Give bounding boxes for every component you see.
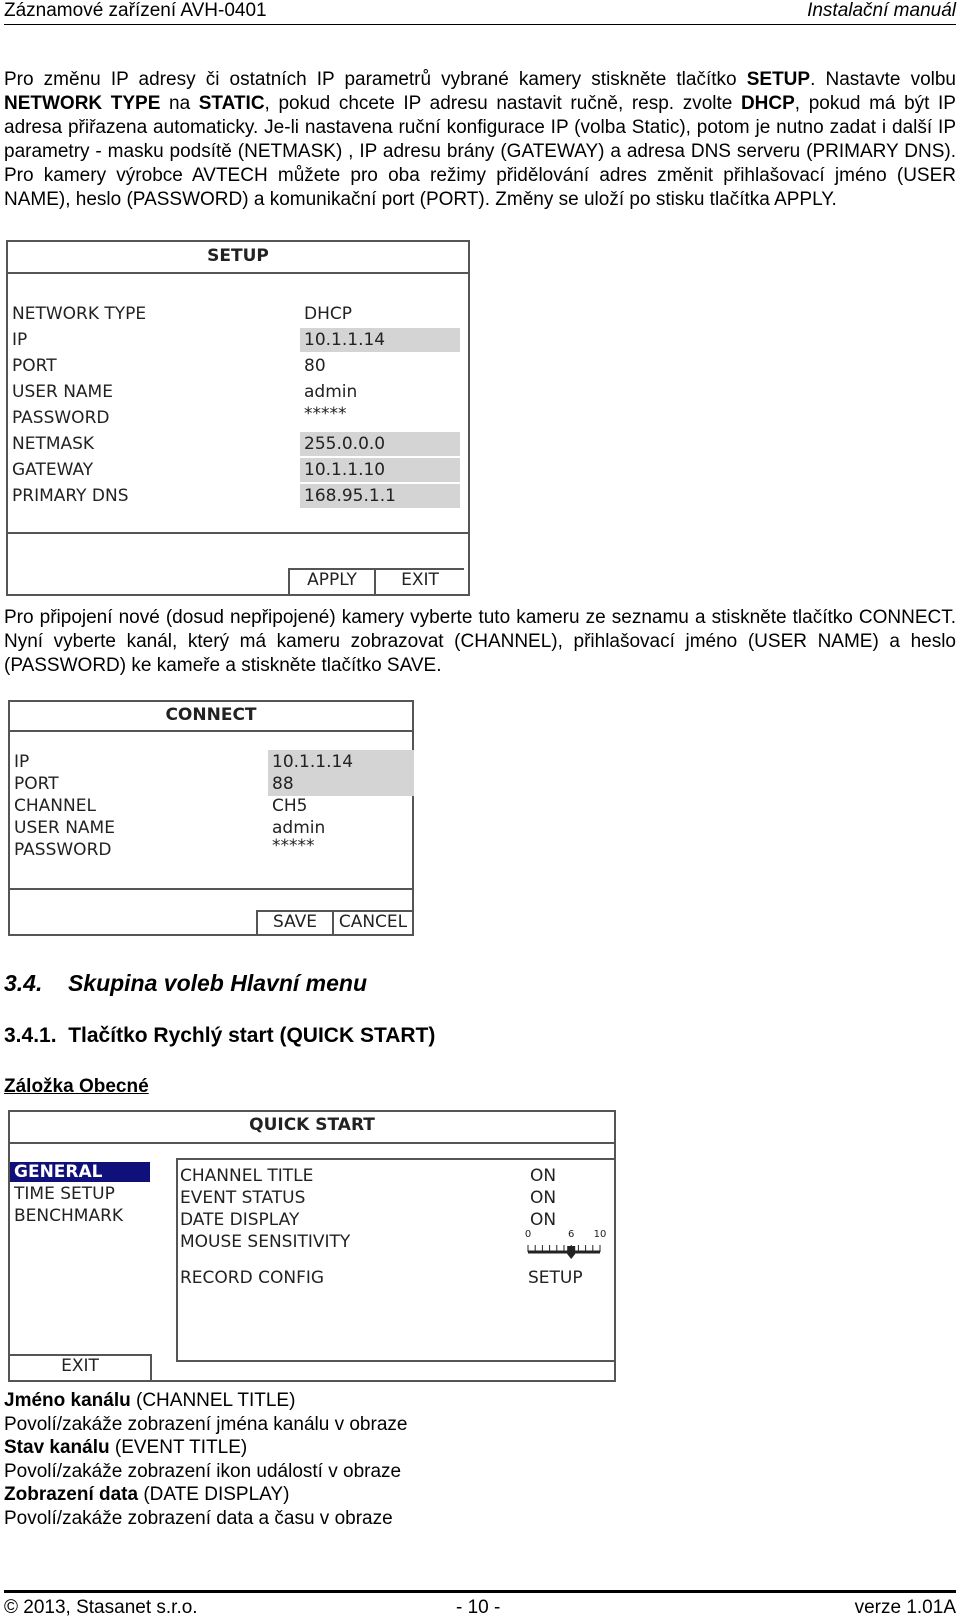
value-ip[interactable]: 10.1.1.14 [300,328,460,352]
quickstart-title: QUICK START [249,1115,375,1135]
value-gateway[interactable]: 10.1.1.10 [300,458,460,482]
value-event-status[interactable]: ON [530,1188,557,1208]
label-password: PASSWORD [12,408,110,428]
value-password[interactable]: ***** [272,836,315,856]
divider [8,532,468,534]
label-netmask: NETMASK [12,434,95,454]
value-port[interactable]: 80 [304,356,326,376]
label-ip: IP [14,752,30,772]
label-date-display: DATE DISPLAY [180,1210,300,1230]
value-ip[interactable]: 10.1.1.14 [268,750,414,774]
cancel-button[interactable]: CANCEL [332,910,412,934]
value-primary-dns[interactable]: 168.95.1.1 [300,484,460,508]
connect-title: CONNECT [165,705,257,725]
exit-button[interactable]: EXIT [10,1354,152,1380]
label-password: PASSWORD [14,840,112,860]
value-password[interactable]: ***** [304,404,347,424]
footer-version: verze 1.01A [854,1597,956,1618]
desc-line: Stav kanálu (EVENT TITLE) [4,1437,248,1458]
value-user-name[interactable]: admin [304,382,358,402]
slider-tick-label: 0 [524,1229,532,1240]
value-channel-title[interactable]: ON [530,1166,557,1186]
desc-line: Povolí/zakáže zobrazení ikon událostí v obraze [4,1460,402,1482]
save-button[interactable]: SAVE [256,910,334,934]
exit-button[interactable]: EXIT [374,568,464,594]
divider [10,1142,614,1144]
label-channel-title: CHANNEL TITLE [180,1166,314,1186]
apply-button[interactable]: APPLY [288,568,376,594]
label-port: PORT [12,356,57,376]
label-ip: IP [12,330,28,350]
footer-copyright: © 2013, Stasanet s.r.o. [4,1597,198,1618]
tab-heading: Záložka Obecné [4,1076,149,1097]
paragraph-setup: Pro změnu IP adresy či ostatních IP parametrů vybrané kamery stiskněte tlačítko SETUP. Nastavte volbu NETWORK TYPE na STATIC, pokud chcete IP adresu nastavit ručně, resp. zvolte DHCP, pokud má být IP adresa přiřazena automaticky. Je-li nastavena ruční konfigurace IP (volba Static), potom je nutno zadat i další IP parametry - masku podsítě (NETMASK) , IP adresu brány (GATEWAY) a adresa DNS serveru (PRIMARY DNS). Pro kamery výrobce AVTECH můžete pro oba režimy přidělování adres změnit přihlašovací jméno (USER NAME), heslo (PASSWORD) a komunikační port (PORT). Změny se uloží po stisku tlačítka APPLY. [4,69,956,210]
setup-dialog [6,240,470,596]
value-network-type[interactable]: DHCP [304,304,352,324]
menu-general[interactable]: GENERAL [10,1162,150,1182]
label-mouse-sensitivity: MOUSE SENSITIVITY [180,1232,351,1252]
slider-tick-label: 6 [568,1229,575,1240]
paragraph-connect: Pro připojení nové (dosud nepřipojené) kamery vyberte tuto kameru ze seznamu a stiskněte tlačítko CONNECT. Nyní vyberte kanál, který má kameru zobrazovat (CHANNEL), přihlašovací jméno (USER NAME) a heslo (PASSWORD) ke kameře a stiskněte tlačítko SAVE. [4,607,956,676]
menu-benchmark[interactable]: BENCHMARK [14,1206,124,1226]
mouse-sensitivity-slider[interactable] [524,1226,606,1262]
section-heading: 3.4. Skupina voleb Hlavní menu [4,970,368,996]
desc-line: Povolí/zakáže zobrazení jména kanálu v obraze [4,1413,408,1435]
desc-line: Jméno kanálu (CHANNEL TITLE) [4,1390,296,1411]
value-channel[interactable]: CH5 [272,796,308,816]
description-list [4,1389,407,1530]
label-network-type: NETWORK TYPE [12,304,147,324]
value-netmask[interactable]: 255.0.0.0 [300,432,460,456]
desc-line: Povolí/zakáže zobrazení data a času v obraze [4,1507,393,1529]
footer-page-number: - 10 - [456,1597,501,1618]
value-date-display[interactable]: ON [530,1210,557,1230]
setup-title: SETUP [207,246,269,266]
header-product: Záznamové zařízení AVH-0401 [4,0,267,21]
label-record-config: RECORD CONFIG [180,1268,325,1288]
label-primary-dns: PRIMARY DNS [12,486,129,506]
value-port[interactable]: 88 [268,772,414,796]
header-doc-title: Instalační manuál [807,0,956,21]
subsection-heading: 3.4.1. Tlačítko Rychlý start (QUICK START) [4,1024,436,1047]
divider [10,730,412,732]
divider [8,272,468,274]
label-gateway: GATEWAY [12,460,94,480]
desc-line: Zobrazení data (DATE DISPLAY) [4,1484,290,1505]
label-user-name: USER NAME [14,818,115,838]
label-channel: CHANNEL [14,796,96,816]
quickstart-menu [10,1162,154,1352]
slider-thumb[interactable] [567,1246,575,1259]
menu-time-setup[interactable]: TIME SETUP [14,1184,115,1204]
label-user-name: USER NAME [12,382,113,402]
page-header [4,0,956,25]
quickstart-dialog [8,1110,616,1382]
slider-tick-label: 10 [593,1229,606,1240]
page-footer [4,1590,956,1618]
value-user-name[interactable]: admin [272,818,326,838]
label-event-status: EVENT STATUS [180,1188,306,1208]
connect-dialog [8,700,414,936]
label-port: PORT [14,774,59,794]
value-record-config[interactable]: SETUP [528,1268,583,1288]
divider [10,888,412,890]
